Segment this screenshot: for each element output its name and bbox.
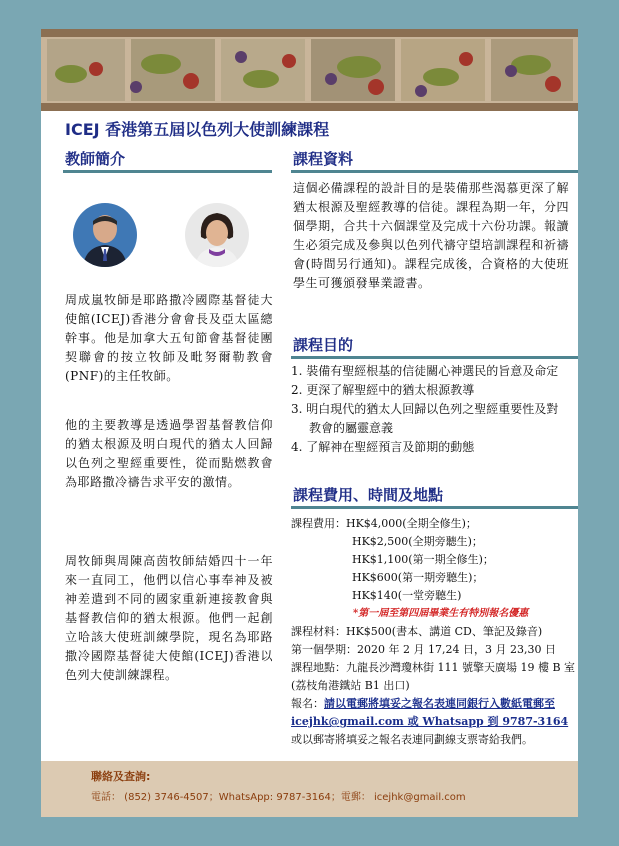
contact-footer xyxy=(41,761,578,817)
apply-rest: 或以郵寄將填妥之報名表連同劃線支票寄給我們。 xyxy=(291,733,533,746)
bio-text-3: 周牧師與周陳高茵牧師結婚四十一年來一直同工，他們以信心事奉神及被神差遣到不同的國家重新連接教會與基督教信仰的猶太根源。他們一起創立哈該大使班訓練學院，現名為耶路撒冷國際基督徒大使館(ICEJ)香港以色列大使訓練課程。 xyxy=(65,554,273,682)
materials-line: 課程材料：HK$500(書本、講道 CD、筆記及錄音) xyxy=(291,625,543,638)
page-title xyxy=(65,117,329,140)
bio-text-2: 他的主要教導是透過學習基督教信仰的猶太根源及明白現代的猶太人回歸以色列之聖經重要性，從而點燃教會為耶路撒冷禱告求平安的激情。 xyxy=(65,418,273,489)
fee-value: HK$4,000(全期全修生)； xyxy=(346,517,477,530)
graduate-discount-note: *第一屆至第四屆畢業生有特別報名優惠 xyxy=(353,608,529,619)
aim-item: 2. 更深了解聖經中的猶太根源教導 xyxy=(291,383,475,397)
course-description xyxy=(293,179,569,293)
course-heading-rule xyxy=(291,170,578,173)
fee-value: HK$600(第一期旁聽生)； xyxy=(352,571,484,584)
apply-link[interactable]: 請以電郵將填妥之報名表連同銀行入數紙電郵至 icejhk@gmail.com 或 Whatsapp 到 9787-3164 xyxy=(291,697,569,728)
fee-label: 課程費用： xyxy=(291,517,346,530)
aim-item: 3. 明白現代的猶太人回歸以色列之聖經重要性及對教會的屬靈意義 xyxy=(291,402,559,435)
bio-paragraph-1 xyxy=(65,291,273,386)
fee-line-first xyxy=(291,515,576,533)
title-brand: ICEJ xyxy=(65,120,100,139)
teacher-heading-rule xyxy=(63,170,272,173)
bio-text-1: 周成嵐牧師是耶路撒冷國際基督徒大使館(ICEJ)香港分會會長及亞太區總幹事。他是加拿大五旬節會基督徒團契聯會的按立牧師及毗努爾勒教會(PNF)的主任牧師。 xyxy=(65,293,273,383)
fee-value: HK$2,500(全期旁聽生)； xyxy=(352,535,483,548)
contact-details: 電話： (852) 3746-4507；WhatsApp: 9787-3164；電郵： icejhk@gmail.com xyxy=(91,792,466,803)
fee-value: HK$1,100(第一期全修生)； xyxy=(352,553,494,566)
teacher-photo-female xyxy=(185,203,249,267)
course-text: 這個必備課程的設計目的是裝備那些渴慕更深了解猶太根源及聖經教導的信徒。課程為期一年，分四個學期，合共十六個課堂及完成十六份功課。報讀生必須完成及參與以色列代禱守望培訓課程和祈禱會(時間另行通知)。課程完成後，合資格的大使班學生可獲頒發畢業證書。 xyxy=(293,181,569,290)
fees-heading: 課程費用、時間及地點 xyxy=(293,486,444,504)
apply-line xyxy=(291,695,576,749)
aims-heading: 課程目的 xyxy=(293,336,354,354)
bio-paragraph-2 xyxy=(65,416,273,492)
course-heading: 課程資料 xyxy=(293,150,354,168)
fees-heading-rule xyxy=(291,506,578,509)
title-text: 香港第五屆以色列大使訓練課程 xyxy=(99,120,330,139)
flyer-page xyxy=(41,29,578,817)
aim-item: 1. 裝備有聖經根基的信徒關心神選民的旨意及命定 xyxy=(291,364,559,378)
apply-label: 報名： xyxy=(291,697,324,710)
aims-heading-rule xyxy=(291,356,578,359)
aim-item: 4. 了解神在聖經預言及節期的動態 xyxy=(291,440,475,454)
aims-list xyxy=(291,362,567,457)
venue-line: 課程地點：九龍長沙灣瓊林街 111 號擎天廣場 19 樓 B 室 (荔枝角港鐵站 B1 出口) xyxy=(291,661,576,692)
decorative-banner xyxy=(41,29,578,111)
term-line: 第一個學期：2020 年 2 月 17,24 日，3 月 23,30 日 xyxy=(291,643,556,656)
fees-section xyxy=(291,515,576,749)
bio-paragraph-3 xyxy=(65,552,273,685)
teacher-photo-male xyxy=(73,203,137,267)
fee-value: HK$140(一堂旁聽生) xyxy=(352,589,462,602)
teacher-heading: 教師簡介 xyxy=(65,150,126,168)
contact-heading: 聯絡及查詢: xyxy=(91,770,151,783)
